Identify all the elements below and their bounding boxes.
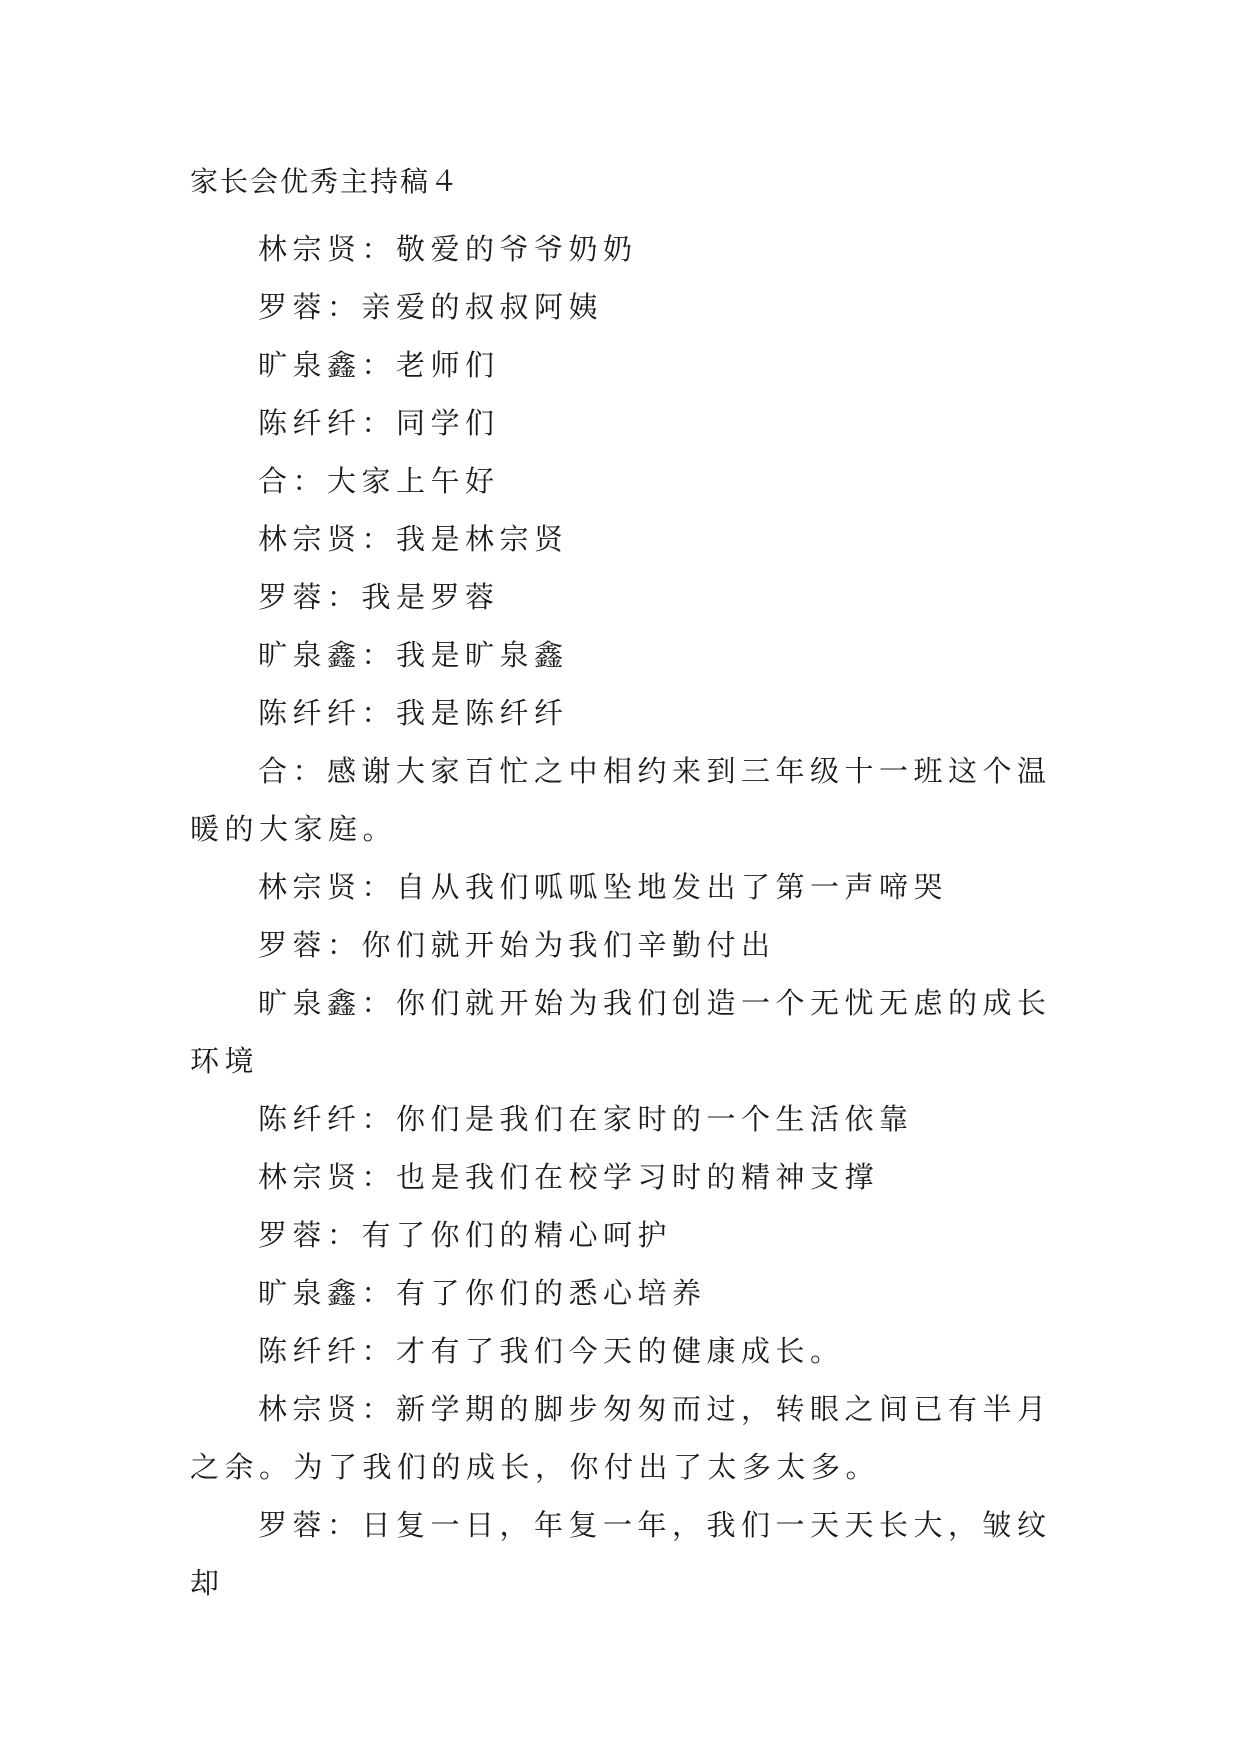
- paragraph: 罗蓉：有了你们的精心呵护: [258, 1218, 673, 1252]
- paragraph: 罗蓉：我是罗蓉: [258, 580, 500, 614]
- paragraph: 林宗贤：敬爱的爷爷奶奶: [258, 232, 638, 266]
- paragraph: 旷泉鑫：有了你们的悉心培养: [258, 1276, 707, 1310]
- paragraph: 陈纤纤：你们是我们在家时的一个生活依靠: [258, 1102, 914, 1136]
- paragraph: 旷泉鑫：你们就开始为我们创造一个无忧无虑的成长环境: [190, 986, 1052, 1078]
- paragraph: 陈纤纤：同学们: [258, 406, 500, 440]
- document-title: 家长会优秀主持稿４: [190, 165, 461, 198]
- paragraph: 林宗贤：自从我们呱呱坠地发出了第一声啼哭: [258, 870, 949, 904]
- paragraph: 林宗贤：也是我们在校学习时的精神支撑: [258, 1160, 880, 1194]
- paragraph: 罗蓉：你们就开始为我们辛勤付出: [258, 928, 776, 962]
- paragraph: 罗蓉：亲爱的叔叔阿姨: [258, 290, 604, 324]
- paragraph: 陈纤纤：才有了我们今天的健康成长。: [258, 1334, 845, 1368]
- paragraph: 旷泉鑫：我是旷泉鑫: [258, 638, 569, 672]
- paragraph: 林宗贤：我是林宗贤: [258, 522, 569, 556]
- paragraph: 旷泉鑫：老师们: [258, 348, 500, 382]
- paragraph: 罗蓉：日复一日，年复一年，我们一天天长大，皱纹却: [190, 1508, 1052, 1600]
- document-body: [190, 220, 1055, 1612]
- paragraph: 合：感谢大家百忙之中相约来到三年级十一班这个温暖的大家庭。: [190, 754, 1052, 846]
- paragraph: 林宗贤：新学期的脚步匆匆而过，转眼之间已有半月之余。为了我们的成长，你付出了太多太多。: [190, 1392, 1052, 1484]
- paragraph: 陈纤纤：我是陈纤纤: [258, 696, 569, 730]
- paragraph: 合：大家上午好: [258, 464, 500, 498]
